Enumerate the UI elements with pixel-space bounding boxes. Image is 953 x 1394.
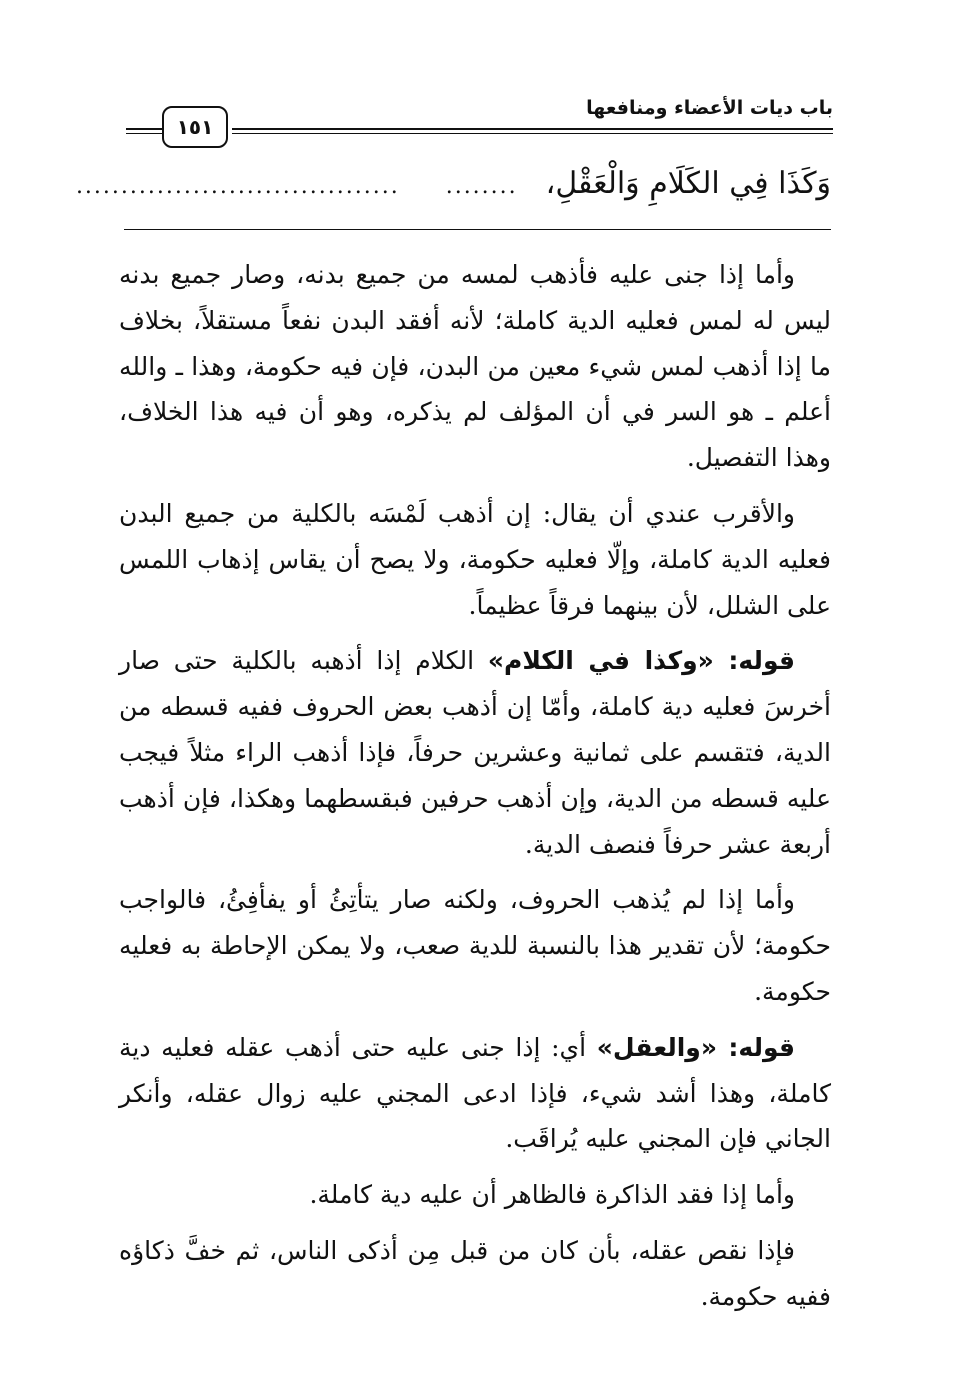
paragraph-text: وأما إذا لم يُذهب الحروف، ولكنه صار يتأتِئُ أو يفأفِئُ، فالواجب حكومة؛ لأن تقدير هذا بالنسبة للدية صعب، ولا يمكن الإحاطة به فعليه حكومة. [119,885,831,1006]
paragraph-text: الكلام إذا أذهبه بالكلية حتى صار أخرسَ فعليه دية كاملة، وأمّا إن أذهب بعض الحروف ففيه قسطه من الدية، فتقسم على ثمانية وعشرين حرفاً، فإذا أذهب الراء مثلاً فيجب عليه قسطه من الدية، وإن أذهب حرفين فبقسطهما وهكذا، فإن أذهب أربعة عشر حرفاً فنصف الدية. [119,646,831,859]
paragraph-5 [119,1025,831,1162]
matn-separator-rule [124,229,831,230]
paragraph-text: والأقرب عندي أن يقال: إن أذهب لَمْسَه بالكلية من جميع البدن فعليه الدية كاملة، وإلّا فعليه حكومة، ولا يصح أن يقاس إذهاب اللمس على الشلل، لأن بينهما فرقاً عظيماً. [119,498,831,620]
paragraph-2 [119,491,831,628]
paragraph-text: أي: إذا جنى عليه حتى أذهب عقله فعليه دية كاملة، وهذا أشد شيء، فإذا ادعى المجني عليه زوال عقله، وأنكر الجاني فإن المجني عليه يُراقَب. [119,1032,832,1154]
paragraph-1 [119,252,831,481]
paragraph-6 [119,1172,831,1218]
matn-line [75,166,831,201]
paragraph-7 [119,1228,831,1320]
quote-lead: قوله: «والعقل» [596,1032,795,1062]
header-rule-left [126,128,162,134]
paragraph-3 [119,638,831,867]
paragraph-text: فإذا نقص عقله، بأن كان من قبل مِن أذكى الناس، ثم خفَّ ذكاؤه ففيه حكومة. [119,1235,831,1311]
header-rule-right [232,128,833,134]
paragraph-4 [119,877,831,1014]
commentary-body [119,252,831,1330]
running-title: باب ديات الأعضاء ومنافعها [586,97,833,119]
paragraph-text: وأما إذا جنى عليه فأذهب لمسه من جميع بدنه، وصار جميع بدنه ليس له لمس فعليه الدية كاملة؛ لأنه أفقد البدن نفعاً مستقلاً، بخلاف ما إذا أذهب لمس شيء معين من البدن، فإن فيه حكومة، وهذا ـ والله أعلم ـ هو السر في أن المؤلف لم يذكره، وهو أن فيه هذا الخلاف، وهذا التفصيل. [119,260,831,473]
matn-text: وَكَذَا فِي الكَلَامِ وَالْعَقْلِ، [545,166,831,201]
quote-lead: قوله: «وكذا في الكلام» [487,646,795,676]
matn-dots-short: ........ [445,174,518,199]
paragraph-text: وأما إذا فقد الذاكرة فالظاهر أن عليه دية كاملة. [309,1180,795,1210]
matn-dots-long: .................................... [75,174,400,199]
page-number: ١٥١ [162,106,228,148]
